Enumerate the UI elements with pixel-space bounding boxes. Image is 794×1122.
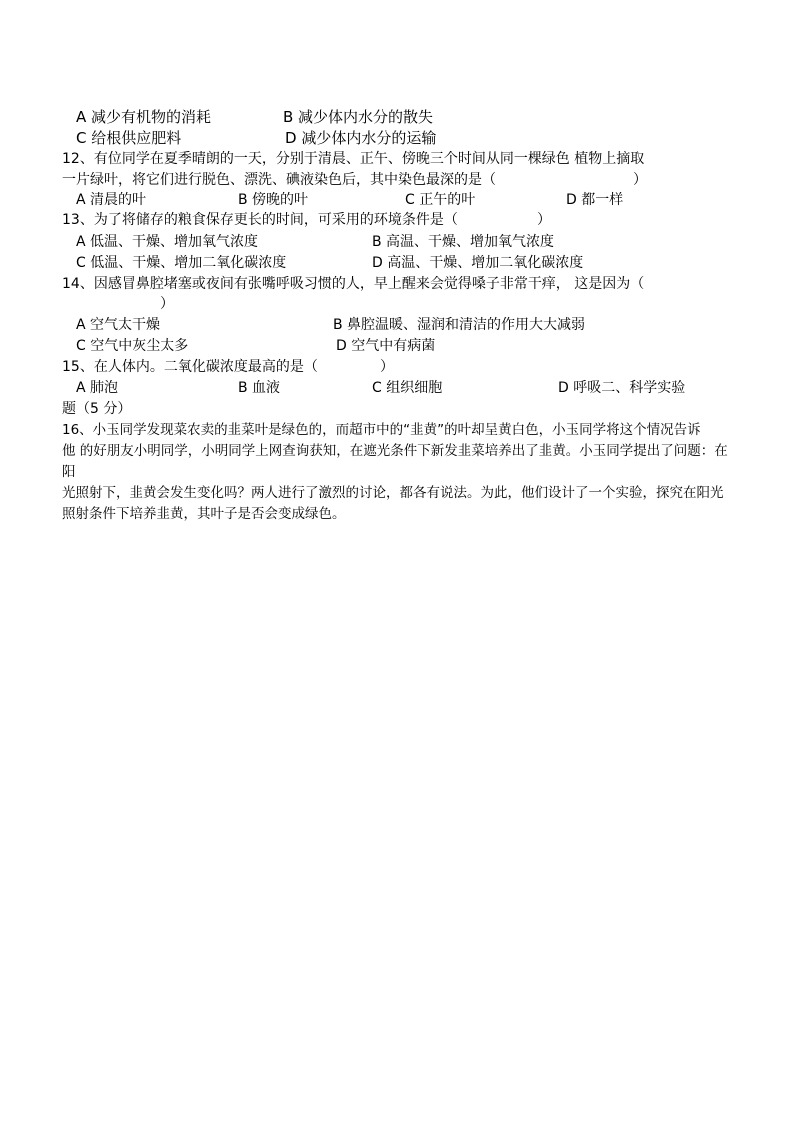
q11-option-b: B 减少体内水分的散失 (283, 108, 434, 126)
q13-option-d: D 高温、干燥、增加二氧化碳浓度 (372, 255, 584, 271)
q12-option-b: B 傍晚的叶 (238, 192, 309, 208)
q15-option-b: B 血液 (238, 380, 281, 396)
q13-option-a: A 低温、干燥、增加氧气浓度 (76, 234, 259, 250)
q15-option-c: C 组织细胞 (372, 380, 443, 396)
q16-line-3: 阳 (62, 464, 76, 480)
q12-option-c: C 正午的叶 (405, 192, 476, 208)
q14-option-d: D 空气中有病菌 (336, 338, 436, 354)
q12-stem-line-2: 一片绿叶，将它们进行脱色、漂洗、碘液染色后，其中染色最深的是（ (62, 172, 496, 188)
q12-stem-line-1: 12、有位同学在夏季晴朗的一天，分别于清晨、正午、傍晚三个时间从同一棵绿色 植物上摘取 (62, 151, 645, 167)
q12-option-a: A 清晨的叶 (76, 192, 147, 208)
q14-option-a: A 空气太干燥 (76, 317, 161, 333)
q15-answer-paren: ） (380, 359, 394, 375)
q16-line-4: 光照射下，韭黄会发生变化吗？两人进行了激烈的讨论，都各有说法。为此，他们设计了一个实验，探究在阳光 (62, 485, 724, 501)
q14-option-b: B 鼻腔温暖、湿润和清洁的作用大大减弱 (333, 317, 586, 333)
q13-stem: 13、为了将储存的粮食保存更长的时间，可采用的环境条件是（ (62, 212, 458, 228)
q14-option-c: C 空气中灰尘太多 (76, 338, 189, 354)
section-2-heading-continuation: 题（5 分） (62, 401, 132, 417)
q16-line-2: 他 的好朋友小明同学，小明同学上网查询获知，在遮光条件下新发韭菜培养出了韭黄。小玉同学提出了问题：在 (62, 443, 728, 459)
q13-answer-paren: ） (537, 212, 551, 228)
q16-line-1: 16、小玉同学发现菜农卖的韭菜叶是绿色的，而超市中的“韭黄”的叶却呈黄白色，小玉同学将这个情况告诉 (62, 422, 701, 438)
q15-option-a: A 肺泡 (76, 380, 119, 396)
q12-answer-paren: ） (633, 172, 647, 188)
q14-answer-paren: ） (160, 296, 174, 312)
q15-option-d: D 呼吸二、科学实验 (558, 380, 686, 396)
q11-option-a: A 减少有机物的消耗 (76, 108, 212, 126)
q16-line-5: 照射条件下培养韭黄，其叶子是否会变成绿色。 (62, 506, 346, 522)
q12-option-d: D 都一样 (566, 192, 624, 208)
q15-stem: 15、在人体内。二氧化碳浓度最高的是（ (62, 359, 318, 375)
q14-stem-line-1: 14、因感冒鼻腔堵塞或夜间有张嘴呼吸习惯的人，早上醒来会觉得嗓子非常干痒， 这是因为（ (62, 276, 645, 292)
q11-option-d: D 减少体内水分的运输 (285, 129, 437, 147)
q13-option-b: B 高温、干燥、增加氧气浓度 (372, 234, 555, 250)
q11-option-c: C 给根供应肥料 (76, 129, 182, 147)
q13-option-c: C 低温、干燥、增加二氧化碳浓度 (76, 255, 287, 271)
